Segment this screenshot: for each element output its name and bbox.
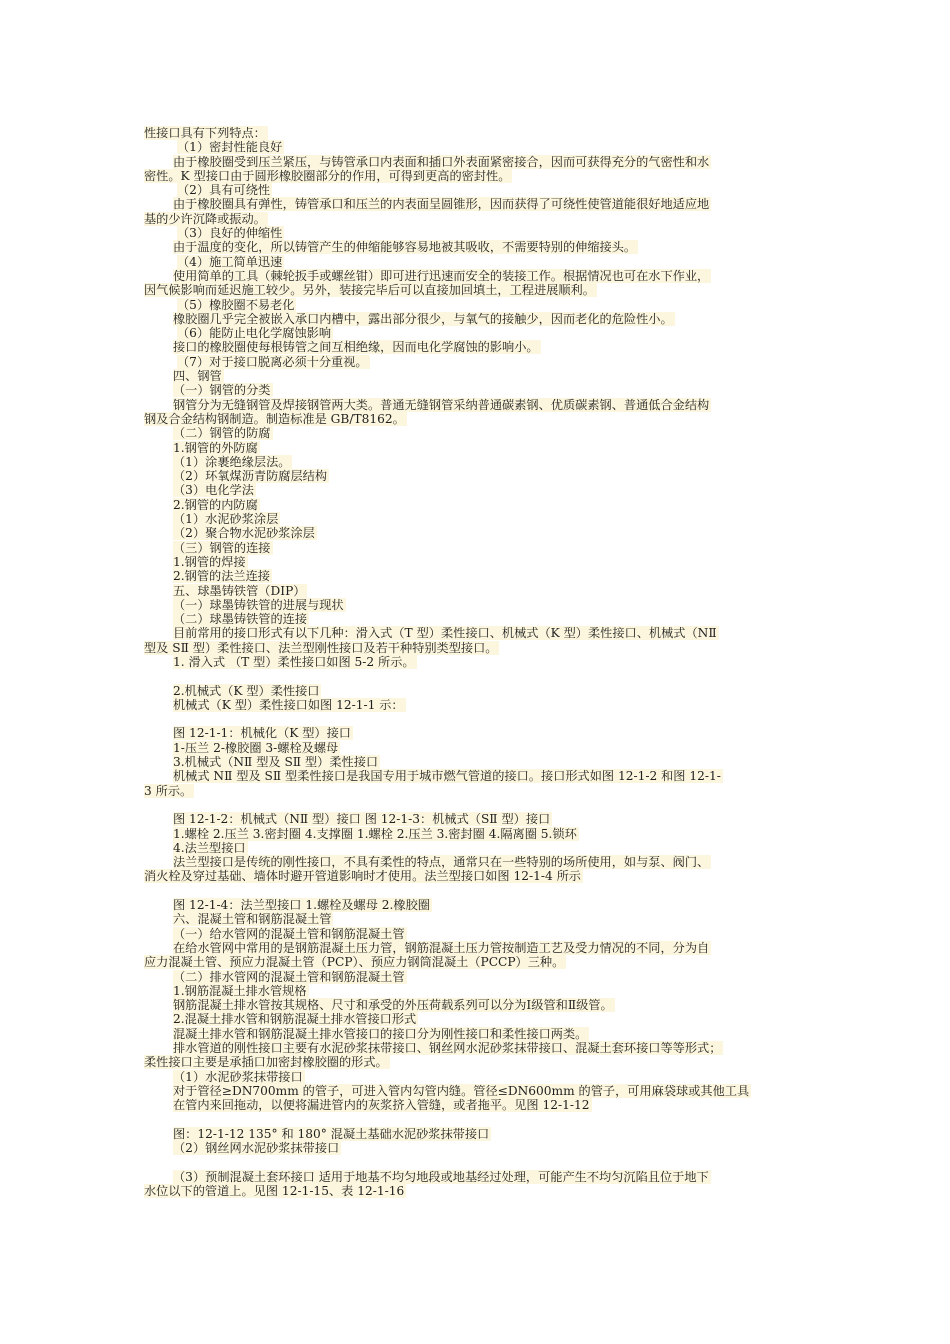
text-line	[144, 183, 808, 197]
text-line	[144, 755, 808, 769]
text-line-content: （4）施工简单迅速	[177, 254, 283, 269]
blank-line	[144, 1155, 808, 1169]
text-line	[144, 226, 808, 240]
text-line-content: 由于温度的变化，所以铸管产生的伸缩能够容易地被其吸收，不需要特别的伸缩接头。	[173, 240, 637, 255]
text-line-content: （二）球墨铸铁管的连接	[173, 612, 308, 627]
text-line	[144, 998, 808, 1012]
text-line	[144, 426, 808, 440]
text-line	[144, 1027, 808, 1041]
text-line-content: 钢管分为无缝钢管及焊接钢管两大类。普通无缝钢管采纳普通碳素钢、优质碳素钢、普通低合金结构	[173, 397, 710, 412]
text-line	[144, 841, 808, 855]
text-line	[144, 455, 808, 469]
text-line	[144, 1098, 808, 1112]
text-line	[144, 498, 808, 512]
text-line	[144, 1012, 808, 1026]
text-line	[144, 1184, 808, 1198]
text-line-content: 六、混凝土管和钢筋混凝土管	[173, 912, 332, 927]
text-line-content: 在管内来回拖动，以便将漏进管内的灰浆挤入管缝，或者拖平。见图 12-1-12	[173, 1098, 590, 1113]
text-line	[144, 212, 808, 226]
text-line-content: （一）钢管的分类	[173, 383, 271, 398]
text-line-content: 水位以下的管道上。见图 12-1-15、表 12-1-16	[144, 1183, 405, 1198]
text-line-content: （7）对于接口脱离必须十分重视。	[177, 354, 368, 369]
text-line	[144, 641, 808, 655]
text-line	[144, 298, 808, 312]
text-line	[144, 1084, 808, 1098]
text-line-content: （2）钢丝网水泥砂浆抹带接口	[173, 1141, 340, 1156]
text-line-content: 图 12-1-4：法兰型接口 1.螺栓及螺母 2.橡胶圈	[173, 898, 430, 913]
text-line-content: （5）橡胶圈不易老化	[177, 297, 295, 312]
text-line	[144, 197, 808, 211]
text-line-content: 排水管道的刚性接口主要有水泥砂浆抹带接口、钢丝网水泥砂浆抹带接口、混凝土套环接口等等形式；	[173, 1041, 722, 1055]
text-line	[144, 269, 808, 283]
text-line-content: 五、球墨铸铁管（DIP）	[173, 583, 306, 598]
text-line	[144, 483, 808, 497]
text-line-content: 混凝土排水管和钢筋混凝土排水管接口的接口分为刚性接口和柔性接口两类。	[173, 1026, 588, 1041]
text-line	[144, 569, 808, 583]
text-line	[144, 398, 808, 412]
text-line	[144, 1055, 808, 1069]
text-line	[144, 340, 808, 354]
blank-line	[144, 798, 808, 812]
text-line	[144, 827, 808, 841]
text-line-content: （二）排水管网的混凝土管和钢筋混凝土管	[173, 969, 405, 984]
text-line-content: （2）环氧煤沥青防腐层结构	[173, 469, 328, 484]
text-line	[144, 655, 808, 669]
text-line	[144, 441, 808, 455]
text-line-content: （1）密封性能良好	[177, 140, 283, 155]
text-line	[144, 169, 808, 183]
blank-line	[144, 884, 808, 898]
text-line-content: 由于橡胶圈具有弹性，铸管承口和压兰的内表面呈圆锥形，因而获得了可绕性使管道能很好地适应地	[173, 197, 710, 212]
text-line	[144, 598, 808, 612]
text-line	[144, 240, 808, 254]
text-line-content: （三）钢管的连接	[173, 540, 271, 555]
text-line-content: 由于橡胶圈受到压兰紧压，与铸管承口内表面和插口外表面紧密接合，因而可获得充分的气密性和水	[173, 154, 710, 169]
text-line	[144, 927, 808, 941]
text-line-content: 型及 SⅡ 型）柔性接口、法兰型刚性接口及若干种特别类型接口。	[144, 640, 498, 655]
text-line-content: （2）聚合物水泥砂浆涂层	[173, 526, 315, 541]
text-line-content: 密性。K 型接口由于圆形橡胶圈部分的作用，可得到更高的密封性。	[144, 168, 511, 183]
text-line-content: （1）涂裹绝缘层法。	[173, 454, 291, 469]
text-line	[144, 526, 808, 540]
text-line-content: 钢筋混凝土排水管按其规格、尺寸和承受的外压荷载系列可以分为Ⅰ级管和Ⅱ级管。	[173, 998, 613, 1013]
text-line	[144, 1041, 808, 1055]
text-line-content: 4.法兰型接口	[173, 840, 246, 855]
text-line-content: 目前常用的接口形式有以下几种：滑入式（T 型）柔性接口、机械式（K 型）柔性接口、机械式（NⅡ	[173, 626, 717, 641]
text-line	[144, 1070, 808, 1084]
text-line	[144, 812, 808, 826]
text-line-content: （2）具有可绕性	[177, 183, 271, 198]
text-line-content: 图 12-1-2：机械式（NⅡ 型）接口 图 12-1-3：机械式（SⅡ 型）接口	[173, 812, 551, 827]
text-line	[144, 126, 808, 140]
text-line	[144, 140, 808, 154]
text-line-content: 接口的橡胶圈使每根铸管之间互相绝缘，因而电化学腐蚀的影响小。	[173, 340, 539, 355]
text-line	[144, 955, 808, 969]
text-line-content: 1.螺栓 2.压兰 3.密封圈 4.支撑圈 1.螺栓 2.压兰 3.密封圈 4.隔离圈 5.锁环	[173, 826, 577, 841]
text-line-content: （二）钢管的防腐	[173, 426, 271, 441]
text-line	[144, 312, 808, 326]
text-line-content: （1）水泥砂浆涂层	[173, 512, 279, 527]
text-line-content: 1.钢管的焊接	[173, 554, 246, 569]
text-line	[144, 612, 808, 626]
text-line-content: 1-压兰 2-橡胶圈 3-螺栓及螺母	[173, 740, 339, 755]
text-line	[144, 1170, 808, 1184]
text-line	[144, 412, 808, 426]
text-line	[144, 469, 808, 483]
text-line-content: 在给水管网中常用的是钢筋混凝土压力管，钢筋混凝土压力管按制造工艺及受力情况的不同，分为自	[173, 940, 710, 955]
text-line-content: 钢及合金结构钢制造。制造标准是 GB/T8162。	[144, 411, 405, 426]
text-line	[144, 898, 808, 912]
text-line-content: 2.混凝土排水管和钢筋混凝土排水管接口形式	[173, 1012, 417, 1027]
text-line-content: 2.钢管的内防腐	[173, 497, 258, 512]
text-line-content: 2.机械式（K 型）柔性接口	[173, 683, 320, 698]
text-line-content: 应力混凝土管、预应力混凝土管（PCP）、预应力钢筒混凝土（PCCP）三种。	[144, 955, 565, 970]
text-line	[144, 684, 808, 698]
text-line-content: 1.钢管的外防腐	[173, 440, 258, 455]
text-line-content: （一）球墨铸铁管的进展与现状	[173, 597, 344, 612]
text-line	[144, 355, 808, 369]
text-line	[144, 1141, 808, 1155]
text-line	[144, 283, 808, 297]
text-line-content: 橡胶圈几乎完全被嵌入承口内槽中，露出部分很少，与氧气的接触少，因而老化的危险性小。	[173, 311, 673, 326]
text-line	[144, 255, 808, 269]
text-line	[144, 784, 808, 798]
text-line-content: 消火栓及穿过基础、墙体时避开管道影响时才使用。法兰型接口如图 12-1-4 所示	[144, 869, 581, 884]
blank-line	[144, 712, 808, 726]
text-line	[144, 512, 808, 526]
text-line-content: 法兰型接口是传统的刚性接口，不具有柔性的特点，通常只在一些特别的场所使用，如与泵、阀门、	[173, 855, 710, 870]
text-line	[144, 970, 808, 984]
text-line-content: 基的少许沉降或振动。	[144, 211, 266, 226]
text-line	[144, 698, 808, 712]
text-line-content: 使用简单的工具（棘轮扳手或螺丝钳）即可进行迅速而安全的装接工作。根据情况也可在水下作业，	[173, 268, 710, 283]
text-line	[144, 369, 808, 383]
text-line-content: 柔性接口主要是承插口加密封橡胶圈的形式。	[144, 1055, 388, 1070]
text-line	[144, 155, 808, 169]
text-line-content: 性接口具有下列特点：	[144, 126, 266, 140]
text-line-content: 1. 滑入式 （T 型）柔性接口如图 5-2 所示。	[173, 654, 415, 669]
text-line	[144, 541, 808, 555]
text-line	[144, 326, 808, 340]
text-line-content: 3 所示。	[144, 783, 193, 798]
text-line-content: （3）预制混凝土套环接口 适用于地基不均匀地段或地基经过处理，可能产生不均匀沉陷且位于地下	[173, 1169, 709, 1184]
text-line	[144, 626, 808, 640]
text-line-content: 3.机械式（NⅡ 型及 SⅡ 型）柔性接口	[173, 755, 379, 770]
text-line-content: （一）给水管网的混凝土管和钢筋混凝土管	[173, 926, 405, 941]
text-line	[144, 726, 808, 740]
text-line-content: 对于管径≥DN700mm 的管子，可进入管内勾管内缝。管径≤DN600mm 的管子，可用麻袋球或其他工具	[173, 1083, 750, 1098]
text-line-content: （6）能防止电化学腐蚀影响	[177, 326, 332, 341]
text-line	[144, 855, 808, 869]
text-line	[144, 383, 808, 397]
text-line-content: 图：12-1-12 135° 和 180° 混凝土基础水泥砂浆抹带接口	[173, 1126, 490, 1141]
document-body	[144, 126, 808, 1198]
blank-line	[144, 1112, 808, 1126]
text-line-content: 图 12-1-1：机械化（K 型）接口	[173, 726, 351, 741]
text-line-content: 因气候影响而延迟施工较少。另外，装接完毕后可以直接加回填土，工程进展顺利。	[144, 283, 595, 298]
text-line	[144, 555, 808, 569]
text-line	[144, 869, 808, 883]
text-line	[144, 741, 808, 755]
text-line	[144, 941, 808, 955]
text-line-content: 机械式 NⅡ 型及 SⅡ 型柔性接口是我国专用于城市燃气管道的接口。接口形式如图 12-1-2 和图 12-1-	[173, 769, 721, 784]
blank-line	[144, 669, 808, 683]
text-line-content: 四、钢管	[173, 369, 222, 384]
text-line-content: （1）水泥砂浆抹带接口	[173, 1069, 303, 1084]
text-line-content: 2.钢管的法兰连接	[173, 569, 270, 584]
text-line-content: 1.钢筋混凝土排水管规格	[173, 983, 307, 998]
text-line-content: （3）电化学法	[173, 483, 254, 498]
text-line	[144, 769, 808, 783]
text-line	[144, 584, 808, 598]
text-line	[144, 912, 808, 926]
text-line-content: （3）良好的伸缩性	[177, 226, 283, 241]
text-line-content: 机械式（K 型）柔性接口如图 12-1-1 示：	[173, 697, 404, 712]
text-line	[144, 1127, 808, 1141]
text-line	[144, 984, 808, 998]
